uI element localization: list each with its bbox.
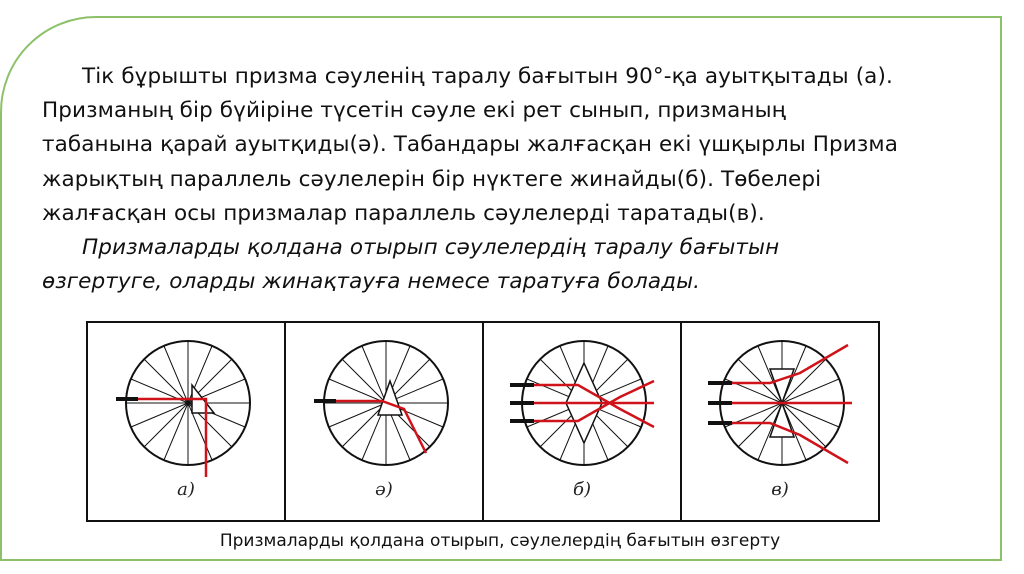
line: жарықтың параллель сәулелерін бір нүктеге жинайды(б). Төбелері	[42, 166, 822, 192]
paragraph-1	[42, 60, 992, 231]
panel-b	[484, 323, 682, 520]
panel-ae	[286, 323, 484, 520]
line: Призмаларды қолдана отырып сәулелердің таралу бағытын	[82, 235, 780, 261]
line: Призманың бір бүйіріне түсетін сәуле екі рет сынып, призманың	[42, 98, 786, 124]
line: табанына қарай ауытқиды(ә). Табандары жалғасқан екі үшқырлы Призма	[42, 132, 899, 158]
panel-label: а)	[177, 479, 195, 500]
line: өзгертуге, оларды жинақтауға немесе таратуға болады.	[42, 269, 701, 295]
incoming-beams	[708, 383, 732, 423]
panel-a	[88, 323, 286, 520]
line: Тік бұрышты призма сәуленің таралу бағытын 90°-қа ауытқытады (а).	[82, 64, 893, 89]
incoming-beams	[510, 385, 534, 421]
prism-disc	[126, 341, 250, 465]
line: жалғасқан осы призмалар параллель сәулелерді таратады(в).	[42, 200, 765, 226]
figure-caption: Призмаларды қолдана отырып, сәулелердің бағытын өзгерту	[219, 531, 781, 551]
paragraph-2	[42, 231, 992, 299]
panel-v	[682, 323, 878, 520]
prism-diagram-strip	[86, 321, 880, 522]
panel-label: б)	[572, 479, 591, 500]
panel-label: в)	[771, 479, 789, 500]
text-block	[42, 60, 992, 299]
panel-label: ә)	[375, 479, 393, 500]
